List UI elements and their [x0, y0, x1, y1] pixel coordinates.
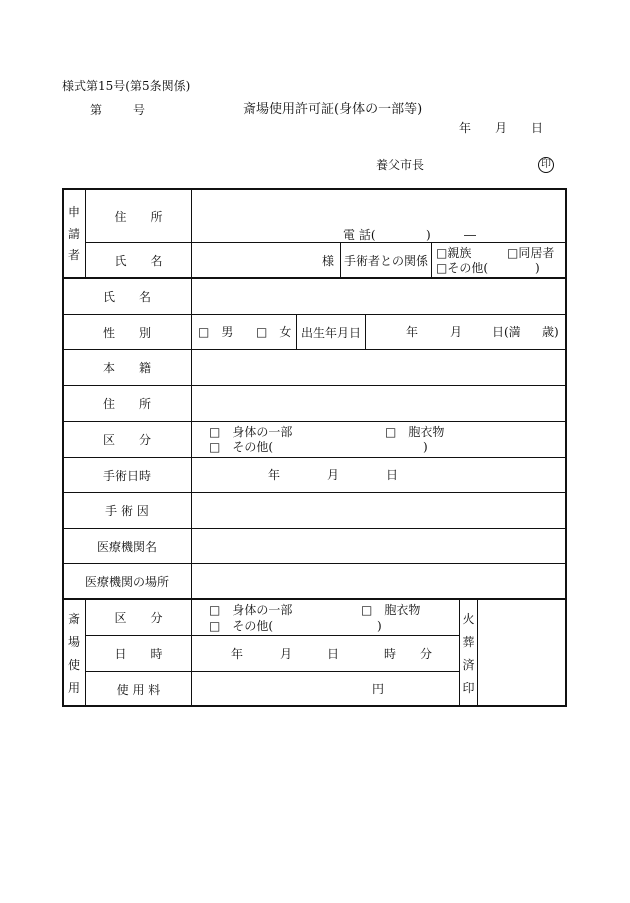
vline-relation-opts — [431, 242, 432, 278]
facility-group-label — [63, 610, 85, 696]
surgery-year: 年 — [268, 468, 281, 482]
applicant-phone-label: 電 話( — [343, 228, 376, 242]
facility-dt-month: 月 — [280, 647, 293, 661]
subject-cat-placenta-checkbox[interactable]: □ 胞衣物 — [385, 425, 445, 439]
subject-category-label: 区 分 — [102, 433, 151, 447]
birth-date-label: 出生年月日 — [300, 325, 361, 340]
facility-char-1: 斎 — [67, 612, 80, 626]
birth-age-close: 歳) — [542, 325, 559, 339]
applicant-name-label: 氏 名 — [114, 253, 163, 268]
subject-sex-label: 性 別 — [102, 325, 151, 340]
surgery-cause-label: 手 術 因 — [105, 504, 149, 518]
document-title: 斎場使用許可証(身体の一部等) — [243, 102, 423, 117]
cremation-char-2: 葬 — [462, 635, 475, 649]
birth-month: 月 — [450, 325, 463, 339]
surgery-date-label: 手術日時 — [102, 468, 151, 483]
applicant-phone-dash: ― — [464, 228, 476, 242]
facility-cat-other-checkbox[interactable]: □ その他( — [209, 619, 274, 633]
date-year: 年 — [459, 121, 472, 135]
domicile-field[interactable] — [192, 350, 566, 385]
relation-other-close: ) — [535, 261, 540, 275]
cremation-char-1: 火 — [462, 612, 475, 626]
domicile-label: 本 籍 — [102, 361, 151, 375]
applicant-char-2: 請 — [67, 226, 80, 241]
facility-char-2: 場 — [67, 635, 80, 649]
applicant-phone-close: ) — [426, 228, 431, 242]
relation-cohabitant-checkbox[interactable]: □同居者 — [507, 246, 555, 260]
facility-dt-year: 年 — [231, 647, 244, 661]
relation-other-checkbox[interactable]: □その他( — [436, 261, 489, 275]
hospital-place-label: 医療機関の場所 — [84, 574, 169, 589]
applicant-address-field[interactable] — [192, 190, 566, 242]
facility-fee-label: 使 用 料 — [116, 682, 161, 697]
hospital-name-label: 医療機関名 — [96, 539, 157, 554]
applicant-name-field[interactable] — [192, 243, 322, 277]
facility-char-3: 使 — [67, 658, 80, 672]
surgery-day: 日 — [386, 468, 399, 482]
surgery-cause-field[interactable] — [192, 493, 566, 528]
vline-birth — [365, 314, 366, 350]
applicant-char-3: 者 — [67, 248, 80, 262]
sex-female-checkbox[interactable]: □ 女 — [256, 325, 292, 339]
subject-name-label: 氏 名 — [102, 290, 151, 304]
subject-cat-other-close: ) — [423, 440, 428, 454]
facility-dt-minute: 分 — [420, 647, 433, 661]
relation-kin-checkbox[interactable]: □親族 — [436, 246, 472, 260]
applicant-group-label — [63, 203, 85, 263]
date-day: 日 — [531, 121, 544, 135]
issuer-name: 養父市長 — [376, 158, 425, 172]
subject-address-field[interactable] — [192, 386, 566, 421]
hospital-place-field[interactable] — [192, 564, 566, 598]
relation-label: 手術者との関係 — [343, 253, 428, 268]
facility-datetime-label: 日 時 — [114, 647, 163, 661]
subject-cat-other-checkbox[interactable]: □ その他( — [209, 440, 274, 454]
facility-cat-placenta-checkbox[interactable]: □ 胞衣物 — [361, 603, 421, 617]
facility-dt-day: 日 — [327, 647, 340, 661]
cremation-char-4: 印 — [462, 681, 475, 695]
facility-dt-hour: 時 — [384, 647, 397, 661]
subject-name-field[interactable] — [192, 279, 566, 314]
date-month: 月 — [495, 121, 508, 135]
applicant-address-label: 住 所 — [114, 209, 163, 224]
facility-cat-other-close: ) — [377, 619, 382, 633]
subject-address-label: 住 所 — [102, 397, 151, 411]
hospital-name-field[interactable] — [192, 529, 566, 563]
applicant-char-1: 申 — [67, 205, 80, 219]
applicant-honorific: 様 — [322, 254, 335, 268]
facility-char-4: 用 — [67, 681, 80, 695]
facility-fee-unit: 円 — [372, 682, 385, 696]
surgery-month: 月 — [327, 468, 340, 482]
birth-day-age: 日(満 — [492, 325, 521, 339]
sex-male-checkbox[interactable]: □ 男 — [198, 325, 234, 339]
form-number: 様式第15号(第5条関係) — [62, 79, 191, 93]
permit-number-go: 号 — [133, 103, 146, 117]
cremation-stamp-area — [478, 600, 566, 706]
facility-category-label: 区 分 — [114, 611, 163, 625]
permit-number-dai: 第 — [90, 103, 103, 117]
subject-cat-body-checkbox[interactable]: □ 身体の一部 — [209, 425, 293, 439]
facility-cat-body-checkbox[interactable]: □ 身体の一部 — [209, 603, 293, 617]
birth-year: 年 — [406, 325, 419, 339]
seal-mark: 印 — [538, 157, 554, 173]
cremation-done-label — [460, 610, 477, 696]
cremation-char-3: 済 — [462, 658, 475, 672]
